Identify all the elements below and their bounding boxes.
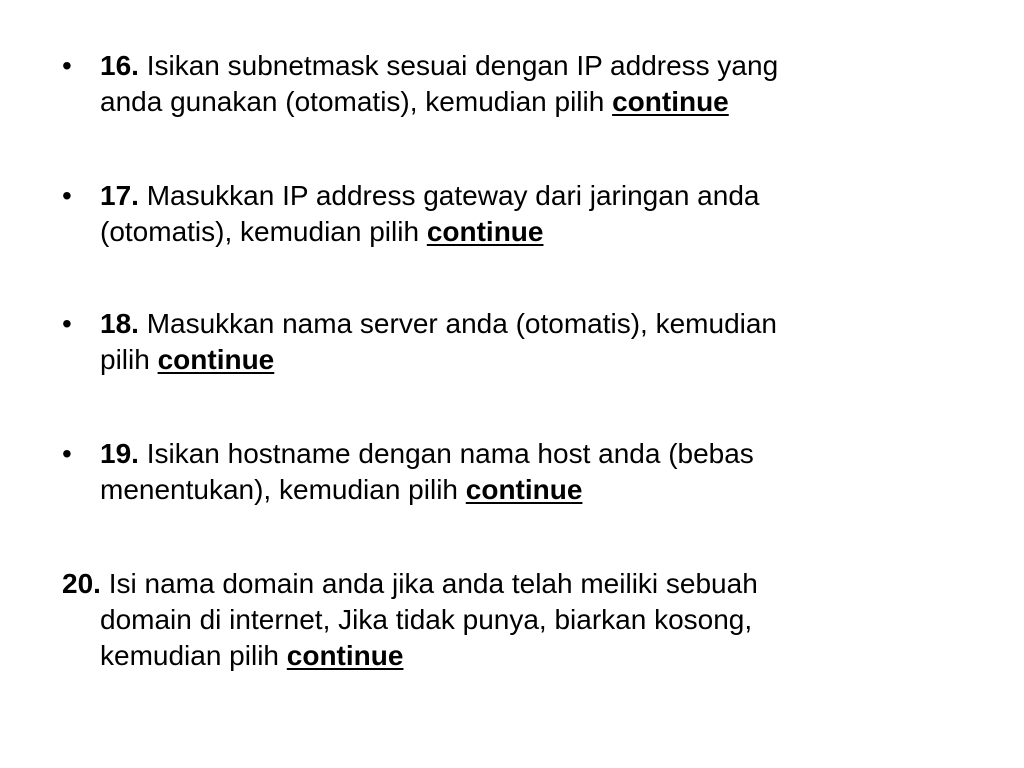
- step-text-line: Masukkan IP address gateway dari jaringan anda: [138, 180, 760, 211]
- step-text-line: (otomatis), kemudian pilih: [100, 216, 427, 247]
- step-number: 17.: [100, 180, 139, 211]
- step-16-text: [100, 48, 962, 120]
- step-number: 19.: [100, 438, 139, 469]
- step-number: 18.: [100, 308, 139, 339]
- step-text-line: kemudian pilih: [100, 640, 287, 671]
- step-number: 20.: [62, 568, 101, 599]
- step-18-text: [100, 306, 962, 378]
- step-text-line: Isi nama domain anda jika anda telah meiliki sebuah: [100, 568, 758, 599]
- step-text-line: menentukan), kemudian pilih: [100, 474, 466, 505]
- step-text-line: pilih: [100, 344, 158, 375]
- step-16: [62, 48, 962, 120]
- bullet-icon: •: [62, 50, 72, 81]
- step-19: [62, 436, 962, 508]
- step-18: [62, 306, 962, 378]
- step-text-line: domain di internet, Jika tidak punya, biarkan kosong,: [100, 604, 753, 635]
- step-text-line: anda gunakan (otomatis), kemudian pilih: [100, 86, 613, 117]
- step-17: [62, 178, 962, 250]
- step-number: 16.: [100, 50, 139, 81]
- continue-keyword: continue: [426, 216, 544, 247]
- step-20: [62, 566, 962, 674]
- step-text-line: Isikan hostname dengan nama host anda (bebas: [138, 438, 754, 469]
- continue-keyword: continue: [157, 344, 275, 375]
- continue-keyword: continue: [465, 474, 583, 505]
- bullet-icon: •: [62, 438, 72, 469]
- continue-keyword: continue: [286, 640, 404, 671]
- step-text-line: Masukkan nama server anda (otomatis), kemudian: [138, 308, 778, 339]
- step-17-text: [100, 178, 962, 250]
- step-20-text: [62, 566, 962, 674]
- bullet-icon: •: [62, 180, 72, 211]
- continue-keyword: continue: [612, 86, 729, 117]
- step-text-line: Isikan subnetmask sesuai dengan IP address yang: [138, 50, 779, 81]
- bullet-icon: •: [62, 308, 72, 339]
- step-19-text: [100, 436, 962, 508]
